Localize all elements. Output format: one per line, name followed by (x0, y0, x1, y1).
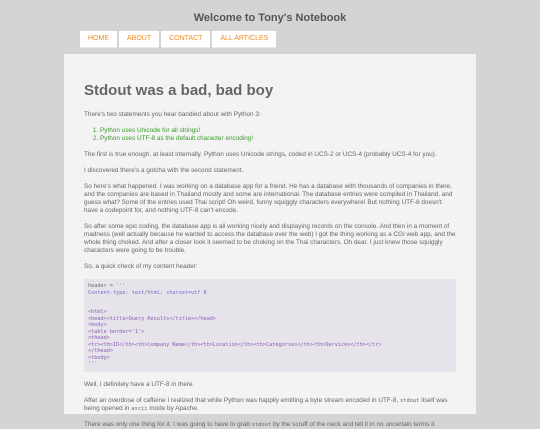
nav-contact-link[interactable]: CONTACT (161, 31, 210, 48)
code-line: ''' (88, 361, 98, 367)
statements-list (84, 127, 456, 143)
text-run: itself was being opened in (84, 396, 448, 412)
paragraph: So here's what happened. I was working on a database app for a friend. He has a database with thousands of companies in there, and the companies are based in Thailand mostly and some are international. The database entries were compiled in Thailand, and guess what? Some of the entries used Thai script! Oh weird, funny squiggly characters everywhere! But nothing UTF-8 doesn't have a codepoint for, and nothing UTF-8 can't encode. (84, 183, 453, 214)
paragraph: So, a quick check of my content header: (84, 263, 198, 270)
nav-all-articles-link[interactable]: ALL ARTICLES (212, 31, 276, 48)
inline-code: ascii (131, 405, 148, 412)
code-line: <table border='1'> (88, 328, 145, 335)
paragraph: The first is true enough, at least internally. Python uses Unicode strings, coded in UCS-2 or UCS-4 (probably UCS-4 for you). (84, 151, 437, 158)
text-run: There was only one thing for it. I was going to have to grab (84, 420, 252, 428)
code-block (84, 279, 456, 372)
code-line: <head><title>Query Results</title></head> (88, 315, 217, 322)
paragraph: I discovered there's a gotcha with the second statement. (84, 167, 244, 174)
inline-code: stdout (400, 397, 420, 404)
article-intro: There's two statements you hear bandied about with Python 3: (84, 111, 261, 118)
article-container (64, 54, 476, 428)
text-run: mode by Apache. (147, 404, 199, 412)
code-line: header = (88, 283, 117, 289)
code-line: <tr><th>ID</th><th>Company Name</th><th>Location</th><th>Categories</th><th>Services</th></tr> (88, 341, 382, 348)
paragraph (84, 421, 456, 429)
list-item: 2. Python uses UTF-8 as the default character encoding! (100, 135, 456, 143)
code-line: ''' (116, 283, 126, 289)
inline-code: stdout (251, 421, 272, 428)
paragraph: Well, I definitely have a UTF-8 in there. (84, 380, 195, 388)
site-title: Welcome to Tony's Notebook (193, 12, 347, 24)
code-line: <tbody> (88, 354, 110, 361)
code-line: Content-type: text/html; charset=utf-8 (88, 289, 207, 296)
list-item: 1. Python uses Unicode for all strings! (100, 127, 456, 135)
code-line: <body> (88, 322, 107, 328)
text-run: After an overdose of caffeine I realized that while Python was happily emitting a byte stream encoded in UTF-8, (84, 396, 401, 404)
code-line: <html> (88, 309, 107, 315)
nav-about-link[interactable]: ABOUT (119, 31, 159, 48)
paragraph: So after some epic coding, the database app is all working nicely and displaying records on the console. And then in a moment of madness (well actually because he wanted to access the database over the web) I got the thing working as a CGI web app, and the whole thing choked. And after a closer look it seemed to be choking on the Thai characters. Oh dear. I just knew those squiggly characters were going to be trouble. (84, 223, 456, 254)
nav-home-link[interactable]: HOME (80, 31, 117, 48)
code-line: <thead> (88, 335, 110, 341)
paragraph (84, 397, 456, 413)
main-nav (80, 31, 276, 48)
text-run: by the scruff of the neck and tell it in no uncertain terms it (271, 420, 435, 428)
code-line: </thead> (88, 348, 113, 354)
article-title: Stdout was a bad, bad boy (84, 82, 274, 99)
